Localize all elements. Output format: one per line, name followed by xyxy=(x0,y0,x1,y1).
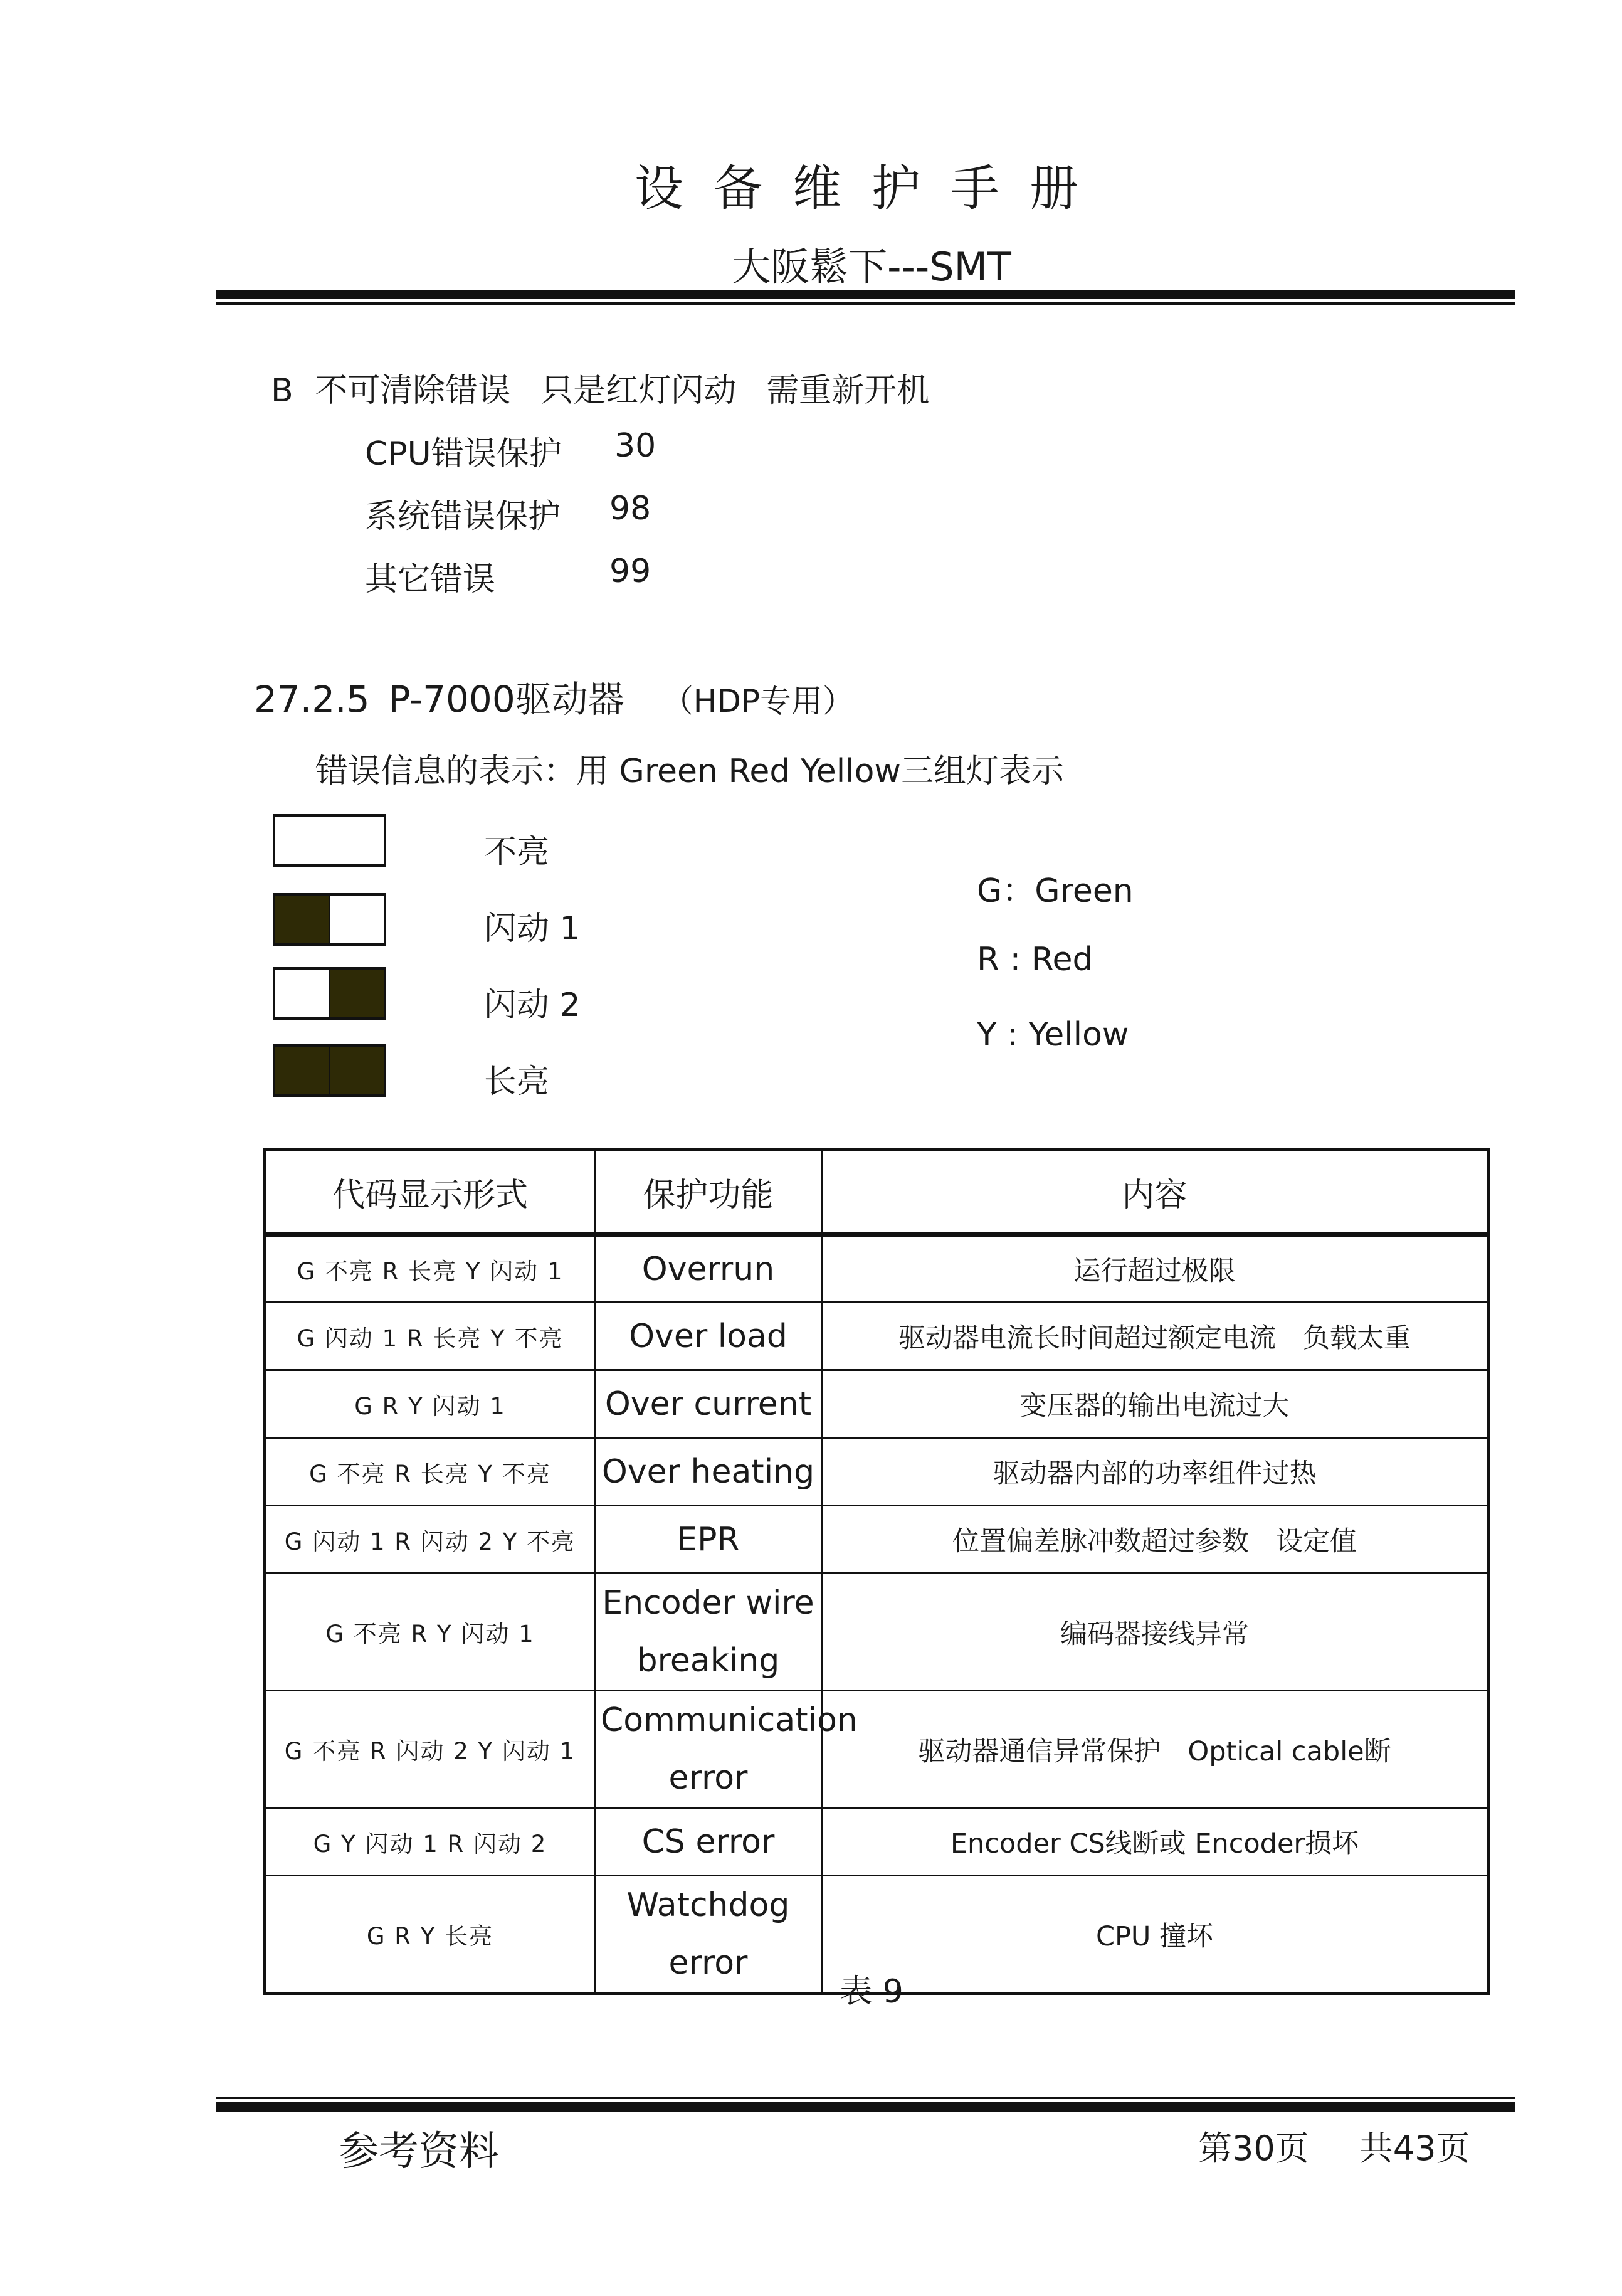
footer-rule-thin xyxy=(216,2097,1515,2099)
section-b-heading xyxy=(271,364,929,411)
code-cell: G R Y 闪动 1 xyxy=(265,1370,595,1438)
code-cell: G 不亮 R 长亮 Y 闪动 1 xyxy=(265,1235,595,1303)
footer-rule-thick xyxy=(216,2102,1515,2112)
abbreviation-red: R : Red xyxy=(977,941,1093,978)
legend-label-off: 不亮 xyxy=(484,833,550,871)
error-code: 30 xyxy=(614,427,656,465)
error-code: 99 xyxy=(609,553,651,590)
content-cell: 编码器接线异常 xyxy=(822,1574,1488,1691)
lamp-on-swatch xyxy=(273,1044,386,1097)
error-label: 系统错误保护 xyxy=(365,498,561,536)
content-cell: 运行超过极限 xyxy=(822,1235,1488,1303)
document-title: 设备维护手册 xyxy=(634,161,1109,217)
code-cell: G Y 闪动 1 R 闪动 2 xyxy=(265,1808,595,1876)
function-cell: Over load xyxy=(595,1303,822,1370)
subsection-heading xyxy=(254,670,854,722)
header-rule-thin xyxy=(216,302,1515,305)
legend-label-on: 长亮 xyxy=(484,1063,550,1101)
column-header-content: 内容 xyxy=(822,1150,1488,1235)
error-code-table xyxy=(263,1148,1490,1995)
table-row xyxy=(265,1303,1488,1370)
table-row xyxy=(265,1235,1488,1303)
document-subtitle: 大阪鬆下---SMT xyxy=(732,244,1011,290)
code-cell: G 不亮 R Y 闪动 1 xyxy=(265,1574,595,1691)
code-cell: G 闪动 1 R 长亮 Y 不亮 xyxy=(265,1303,595,1370)
subsection-title: P-7000驱动器 xyxy=(388,678,624,721)
subsection-intro: 错误信息的表示：用 Green Red Yellow三组灯表示 xyxy=(315,753,1064,790)
lamp-blink2-swatch xyxy=(273,967,386,1020)
function-cell: Overrun xyxy=(595,1235,822,1303)
function-cell: EPR xyxy=(595,1506,822,1574)
abbreviation-yellow: Y : Yellow xyxy=(977,1016,1129,1054)
code-cell: G 闪动 1 R 闪动 2 Y 不亮 xyxy=(265,1506,595,1574)
table-header-row xyxy=(265,1150,1488,1235)
column-header-function: 保护功能 xyxy=(595,1150,822,1235)
content-cell: 驱动器电流长时间超过额定电流 负载太重 xyxy=(822,1303,1488,1370)
function-cell: Over heating xyxy=(595,1438,822,1506)
error-label: 其它错误 xyxy=(365,561,496,598)
section-b-title: 不可清除错误 xyxy=(315,372,511,410)
function-cell: Encoder wire breaking xyxy=(595,1574,822,1691)
code-cell: G 不亮 R 闪动 2 Y 闪动 1 xyxy=(265,1691,595,1808)
table-row xyxy=(265,1808,1488,1876)
table-caption: 表 9 xyxy=(840,1973,903,2011)
table-row xyxy=(265,1370,1488,1438)
table-row xyxy=(265,1574,1488,1691)
error-label: CPU错误保护 xyxy=(365,435,562,473)
content-cell: 位置偏差脉冲数超过参数 设定值 xyxy=(822,1506,1488,1574)
subsection-number: 27.2.5 xyxy=(254,678,370,721)
function-cell: Over current xyxy=(595,1370,822,1438)
legend-label-blink1: 闪动 1 xyxy=(484,910,581,948)
subsection-note: （HDP专用） xyxy=(661,683,854,719)
content-cell: 驱动器内部的功率组件过热 xyxy=(822,1438,1488,1506)
footer-page-number xyxy=(1198,2122,1470,2170)
section-b-note: 只是红灯闪动 xyxy=(540,372,737,410)
abbreviation-green: G：Green xyxy=(977,872,1134,910)
table-row xyxy=(265,1506,1488,1574)
header-rule-thick xyxy=(216,290,1515,299)
function-cell: Watchdog error xyxy=(595,1876,822,1994)
content-cell: CPU 撞坏 xyxy=(822,1876,1488,1994)
page-current: 第30页 xyxy=(1198,2129,1309,2168)
legend-label-blink2: 闪动 2 xyxy=(484,987,581,1024)
table-row xyxy=(265,1438,1488,1506)
content-cell: 变压器的输出电流过大 xyxy=(822,1370,1488,1438)
lamp-blink1-swatch xyxy=(273,893,386,946)
error-code: 98 xyxy=(609,490,651,527)
footer-reference-label: 参考资料 xyxy=(339,2129,499,2175)
table-row xyxy=(265,1691,1488,1808)
function-cell: Communication error xyxy=(595,1691,822,1808)
page-total: 共43页 xyxy=(1359,2129,1470,2168)
section-b-letter: B xyxy=(271,372,293,410)
column-header-code: 代码显示形式 xyxy=(265,1150,595,1235)
function-cell: CS error xyxy=(595,1808,822,1876)
code-cell: G 不亮 R 长亮 Y 不亮 xyxy=(265,1438,595,1506)
content-cell: Encoder CS线断或 Encoder损坏 xyxy=(822,1808,1488,1876)
code-cell: G R Y 长亮 xyxy=(265,1876,595,1994)
lamp-off-swatch xyxy=(273,814,386,867)
section-b-action: 需重新开机 xyxy=(766,372,930,410)
content-cell: 驱动器通信异常保护 Optical cable断 xyxy=(822,1691,1488,1808)
